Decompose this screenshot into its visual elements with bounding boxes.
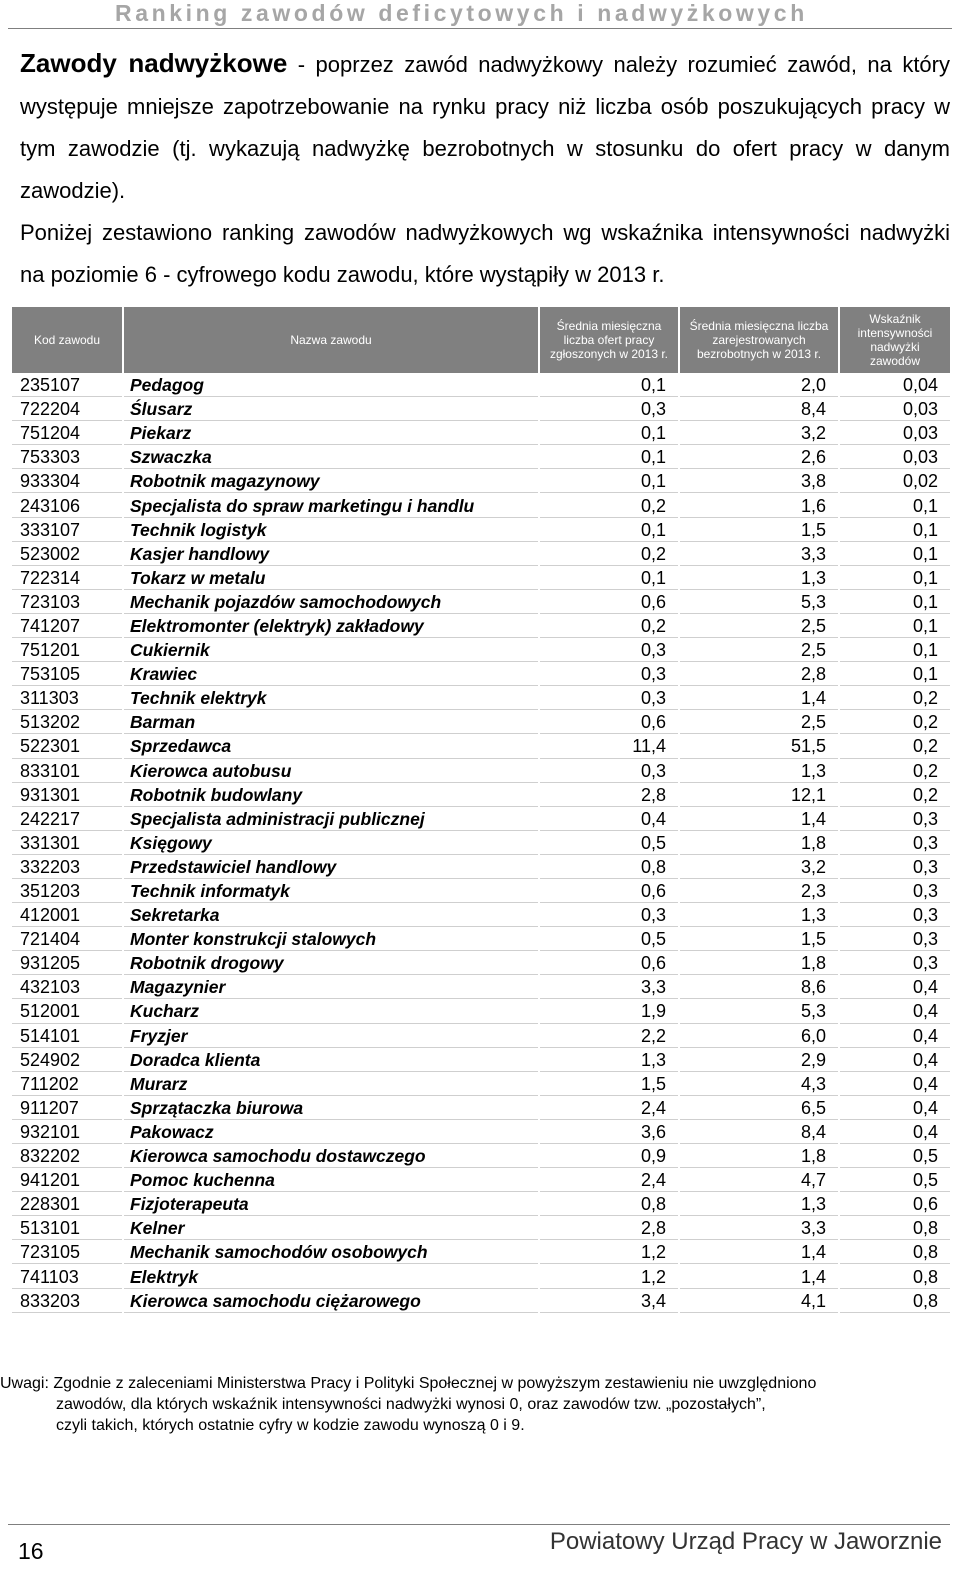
cell-index: 0,4	[840, 1074, 950, 1096]
cell-unemployed: 3,2	[680, 857, 838, 879]
cell-offers: 0,6	[540, 953, 678, 975]
cell-offers: 0,8	[540, 857, 678, 879]
cell-code: 243106	[12, 495, 122, 517]
table-row	[12, 857, 950, 879]
cell-unemployed: 2,9	[680, 1050, 838, 1072]
cell-name: Mechanik pojazdów samochodowych	[124, 592, 538, 614]
cell-offers: 0,3	[540, 640, 678, 662]
cell-name: Pomoc kuchenna	[124, 1170, 538, 1192]
cell-unemployed: 1,8	[680, 1146, 838, 1168]
cell-name: Kierowca samochodu dostawczego	[124, 1146, 538, 1168]
cell-index: 0,1	[840, 568, 950, 590]
cell-code: 522301	[12, 736, 122, 758]
cell-code: 333107	[12, 520, 122, 542]
cell-name: Magazynier	[124, 977, 538, 999]
cell-code: 523002	[12, 544, 122, 566]
cell-unemployed: 1,8	[680, 833, 838, 855]
cell-unemployed: 1,5	[680, 520, 838, 542]
cell-name: Ślusarz	[124, 399, 538, 421]
cell-code: 514101	[12, 1026, 122, 1048]
cell-index: 0,2	[840, 736, 950, 758]
cell-code: 741103	[12, 1266, 122, 1288]
cell-unemployed: 8,6	[680, 977, 838, 999]
cell-code: 833101	[12, 761, 122, 783]
cell-index: 0,4	[840, 977, 950, 999]
cell-offers: 0,2	[540, 616, 678, 638]
cell-unemployed: 1,6	[680, 495, 838, 517]
cell-unemployed: 6,0	[680, 1026, 838, 1048]
cell-index: 0,4	[840, 1122, 950, 1144]
cell-index: 0,5	[840, 1170, 950, 1192]
cell-offers: 0,8	[540, 1194, 678, 1216]
cell-index: 0,1	[840, 640, 950, 662]
cell-unemployed: 1,3	[680, 905, 838, 927]
cell-name: Elektromonter (elektryk) zakładowy	[124, 616, 538, 638]
cell-index: 0,3	[840, 905, 950, 927]
table-row	[12, 1194, 950, 1216]
running-title: Ranking zawodów deficytowych i nadwyżkowych	[115, 0, 808, 26]
cell-unemployed: 1,4	[680, 688, 838, 710]
cell-index: 0,2	[840, 785, 950, 807]
table-row	[12, 953, 950, 975]
cell-offers: 0,5	[540, 833, 678, 855]
cell-offers: 0,1	[540, 447, 678, 469]
table-row	[12, 447, 950, 469]
table-row	[12, 1242, 950, 1264]
intro-lead-term: Zawody nadwyżkowe	[20, 48, 288, 78]
cell-code: 311303	[12, 688, 122, 710]
cell-name: Elektryk	[124, 1266, 538, 1288]
cell-index: 0,03	[840, 399, 950, 421]
cell-offers: 1,2	[540, 1266, 678, 1288]
intro-paragraph-1	[20, 42, 950, 212]
cell-code: 351203	[12, 881, 122, 903]
cell-name: Pedagog	[124, 375, 538, 397]
table-row	[12, 568, 950, 590]
cell-index: 0,8	[840, 1291, 950, 1313]
cell-code: 721404	[12, 929, 122, 951]
table-row	[12, 736, 950, 758]
cell-offers: 0,6	[540, 881, 678, 903]
cell-unemployed: 5,3	[680, 1001, 838, 1023]
note-line-3: czyli takich, których ostatnie cyfry w kodzie zawodu wynoszą 0 i 9.	[56, 1417, 525, 1434]
cell-index: 0,1	[840, 664, 950, 686]
cell-code: 513101	[12, 1218, 122, 1240]
cell-name: Kasjer handlowy	[124, 544, 538, 566]
table-row	[12, 1050, 950, 1072]
table-row	[12, 495, 950, 517]
cell-offers: 3,3	[540, 977, 678, 999]
cell-name: Cukiernik	[124, 640, 538, 662]
cell-index: 0,3	[840, 929, 950, 951]
table-row	[12, 423, 950, 445]
cell-offers: 1,9	[540, 1001, 678, 1023]
cell-unemployed: 2,0	[680, 375, 838, 397]
cell-code: 723105	[12, 1242, 122, 1264]
table-row	[12, 833, 950, 855]
cell-index: 0,8	[840, 1218, 950, 1240]
page-footer	[0, 1520, 960, 1577]
table-row	[12, 399, 950, 421]
cell-offers: 0,3	[540, 664, 678, 686]
cell-index: 0,3	[840, 833, 950, 855]
cell-code: 235107	[12, 375, 122, 397]
table-row	[12, 1266, 950, 1288]
cell-code: 931301	[12, 785, 122, 807]
table-row	[12, 1001, 950, 1023]
cell-name: Fizjoterapeuta	[124, 1194, 538, 1216]
cell-index: 0,3	[840, 953, 950, 975]
intro-text	[20, 42, 950, 296]
cell-name: Pakowacz	[124, 1122, 538, 1144]
cell-offers: 0,3	[540, 399, 678, 421]
cell-index: 0,1	[840, 592, 950, 614]
cell-offers: 0,6	[540, 592, 678, 614]
cell-offers: 0,3	[540, 688, 678, 710]
cell-offers: 11,4	[540, 736, 678, 758]
header-rule	[8, 28, 952, 29]
cell-offers: 0,9	[540, 1146, 678, 1168]
cell-name: Kelner	[124, 1218, 538, 1240]
table-row	[12, 688, 950, 710]
cell-index: 0,04	[840, 375, 950, 397]
cell-unemployed: 2,5	[680, 712, 838, 734]
cell-unemployed: 1,4	[680, 1266, 838, 1288]
cell-unemployed: 1,3	[680, 1194, 838, 1216]
cell-unemployed: 4,7	[680, 1170, 838, 1192]
table-row	[12, 712, 950, 734]
cell-name: Robotnik magazynowy	[124, 471, 538, 493]
table-row	[12, 1146, 950, 1168]
cell-offers: 0,1	[540, 568, 678, 590]
table-row	[12, 761, 950, 783]
table-row	[12, 375, 950, 397]
cell-name: Technik informatyk	[124, 881, 538, 903]
cell-offers: 0,1	[540, 375, 678, 397]
cell-unemployed: 5,3	[680, 592, 838, 614]
cell-name: Doradca klienta	[124, 1050, 538, 1072]
cell-name: Tokarz w metalu	[124, 568, 538, 590]
table-row	[12, 616, 950, 638]
cell-code: 932101	[12, 1122, 122, 1144]
cell-index: 0,4	[840, 1050, 950, 1072]
table-row	[12, 929, 950, 951]
cell-name: Barman	[124, 712, 538, 734]
cell-name: Robotnik budowlany	[124, 785, 538, 807]
header-unemployed: Średnia miesięczna liczba zarejestrowanych bezrobotnych w 2013 r.	[680, 307, 838, 373]
cell-code: 753105	[12, 664, 122, 686]
cell-code: 753303	[12, 447, 122, 469]
cell-code: 711202	[12, 1074, 122, 1096]
cell-code: 751201	[12, 640, 122, 662]
cell-name: Sprzątaczka biurowa	[124, 1098, 538, 1120]
cell-code: 512001	[12, 1001, 122, 1023]
cell-index: 0,4	[840, 1001, 950, 1023]
table-body	[12, 375, 950, 1313]
cell-code: 941201	[12, 1170, 122, 1192]
cell-index: 0,5	[840, 1146, 950, 1168]
table-row	[12, 664, 950, 686]
cell-index: 0,2	[840, 688, 950, 710]
cell-unemployed: 1,8	[680, 953, 838, 975]
cell-offers: 0,4	[540, 809, 678, 831]
cell-index: 0,3	[840, 857, 950, 879]
cell-index: 0,03	[840, 423, 950, 445]
intro-definition: - poprzez zawód nadwyżkowy należy rozumieć zawód, na który występuje mniejsze zapotrzebowanie na rynku pracy niż liczba osób poszukujących pracy w tym zawodzie (tj. wykazują nadwyżkę bezrobotnych w stosunku do ofert pracy w danym zawodzie).	[20, 52, 950, 203]
cell-offers: 0,3	[540, 761, 678, 783]
cell-index: 0,4	[840, 1026, 950, 1048]
cell-index: 0,3	[840, 881, 950, 903]
cell-index: 0,3	[840, 809, 950, 831]
cell-name: Fryzjer	[124, 1026, 538, 1048]
note-line-2: zawodów, dla których wskaźnik intensywności nadwyżki wynosi 0, oraz zawodów tzw. „pozostałych”,	[56, 1396, 766, 1413]
cell-name: Księgowy	[124, 833, 538, 855]
table-row	[12, 905, 950, 927]
cell-offers: 0,5	[540, 929, 678, 951]
cell-code: 332203	[12, 857, 122, 879]
cell-unemployed: 12,1	[680, 785, 838, 807]
table-row	[12, 640, 950, 662]
cell-unemployed: 8,4	[680, 1122, 838, 1144]
cell-unemployed: 4,1	[680, 1291, 838, 1313]
cell-unemployed: 1,4	[680, 1242, 838, 1264]
cell-code: 931205	[12, 953, 122, 975]
cell-name: Monter konstrukcji stalowych	[124, 929, 538, 951]
cell-offers: 2,4	[540, 1098, 678, 1120]
cell-code: 911207	[12, 1098, 122, 1120]
cell-index: 0,6	[840, 1194, 950, 1216]
cell-name: Piekarz	[124, 423, 538, 445]
cell-code: 524902	[12, 1050, 122, 1072]
cell-unemployed: 2,5	[680, 640, 838, 662]
table-row	[12, 592, 950, 614]
header-code: Kod zawodu	[12, 307, 122, 373]
cell-offers: 3,4	[540, 1291, 678, 1313]
cell-index: 0,1	[840, 495, 950, 517]
table-row	[12, 1098, 950, 1120]
cell-name: Specjalista do spraw marketingu i handlu	[124, 495, 538, 517]
cell-code: 412001	[12, 905, 122, 927]
cell-index: 0,4	[840, 1098, 950, 1120]
cell-name: Murarz	[124, 1074, 538, 1096]
table-row	[12, 520, 950, 542]
cell-index: 0,02	[840, 471, 950, 493]
cell-unemployed: 1,3	[680, 568, 838, 590]
cell-unemployed: 2,5	[680, 616, 838, 638]
cell-name: Kierowca samochodu ciężarowego	[124, 1291, 538, 1313]
cell-offers: 0,1	[540, 520, 678, 542]
intro-paragraph-2: Poniżej zestawiono ranking zawodów nadwyżkowych wg wskaźnika intensywności nadwyżki na poziomie 6 - cyfrowego kodu zawodu, które wystąpiły w 2013 r.	[20, 220, 950, 287]
table-row	[12, 544, 950, 566]
cell-unemployed: 8,4	[680, 399, 838, 421]
cell-name: Technik elektryk	[124, 688, 538, 710]
cell-unemployed: 3,2	[680, 423, 838, 445]
cell-code: 722314	[12, 568, 122, 590]
cell-name: Technik logistyk	[124, 520, 538, 542]
footer-rule	[8, 1524, 950, 1525]
cell-offers: 1,5	[540, 1074, 678, 1096]
table-row	[12, 1074, 950, 1096]
cell-name: Specjalista administracji publicznej	[124, 809, 538, 831]
cell-offers: 0,3	[540, 905, 678, 927]
office-name: Powiatowy Urząd Pracy w Jaworznie	[549, 1528, 942, 1555]
cell-unemployed: 6,5	[680, 1098, 838, 1120]
cell-unemployed: 1,4	[680, 809, 838, 831]
cell-name: Sprzedawca	[124, 736, 538, 758]
cell-unemployed: 3,8	[680, 471, 838, 493]
note-line-1: Uwagi: Zgodnie z zaleceniami Ministerstwa Pracy i Polityki Społecznej w powyższym zestawieniu nie uwzględniono	[0, 1375, 817, 1392]
cell-offers: 3,6	[540, 1122, 678, 1144]
cell-unemployed: 2,3	[680, 881, 838, 903]
cell-code: 833203	[12, 1291, 122, 1313]
cell-name: Krawiec	[124, 664, 538, 686]
cell-code: 331301	[12, 833, 122, 855]
cell-unemployed: 2,8	[680, 664, 838, 686]
table-row	[12, 1122, 950, 1144]
table-row	[12, 785, 950, 807]
table-header-row	[12, 307, 950, 373]
cell-name: Kierowca autobusu	[124, 761, 538, 783]
cell-offers: 0,2	[540, 544, 678, 566]
ranking-table	[10, 305, 952, 1315]
cell-index: 0,1	[840, 544, 950, 566]
note	[0, 1373, 950, 1436]
cell-index: 0,1	[840, 520, 950, 542]
table-row	[12, 809, 950, 831]
cell-unemployed: 3,3	[680, 544, 838, 566]
cell-unemployed: 51,5	[680, 736, 838, 758]
cell-index: 0,03	[840, 447, 950, 469]
table-row	[12, 1026, 950, 1048]
cell-offers: 0,1	[540, 471, 678, 493]
cell-code: 741207	[12, 616, 122, 638]
table-row	[12, 471, 950, 493]
cell-code: 228301	[12, 1194, 122, 1216]
cell-unemployed: 4,3	[680, 1074, 838, 1096]
table-row	[12, 977, 950, 999]
cell-code: 933304	[12, 471, 122, 493]
table-row	[12, 1291, 950, 1313]
cell-code: 832202	[12, 1146, 122, 1168]
cell-offers: 1,2	[540, 1242, 678, 1264]
cell-offers: 2,4	[540, 1170, 678, 1192]
table-row	[12, 1218, 950, 1240]
cell-offers: 0,6	[540, 712, 678, 734]
cell-code: 513202	[12, 712, 122, 734]
cell-code: 242217	[12, 809, 122, 831]
cell-offers: 0,2	[540, 495, 678, 517]
cell-offers: 0,1	[540, 423, 678, 445]
cell-index: 0,2	[840, 761, 950, 783]
cell-offers: 1,3	[540, 1050, 678, 1072]
cell-unemployed: 2,6	[680, 447, 838, 469]
header-name: Nazwa zawodu	[124, 307, 538, 373]
cell-name: Kucharz	[124, 1001, 538, 1023]
cell-unemployed: 1,3	[680, 761, 838, 783]
page-number: 16	[18, 1538, 44, 1564]
cell-name: Szwaczka	[124, 447, 538, 469]
cell-name: Sekretarka	[124, 905, 538, 927]
cell-offers: 2,8	[540, 1218, 678, 1240]
header-index: Wskaźnik intensywności nadwyżki zawodów	[840, 307, 950, 373]
cell-unemployed: 3,3	[680, 1218, 838, 1240]
cell-unemployed: 1,5	[680, 929, 838, 951]
cell-name: Mechanik samochodów osobowych	[124, 1242, 538, 1264]
cell-index: 0,2	[840, 712, 950, 734]
page-header	[0, 0, 960, 30]
cell-code: 432103	[12, 977, 122, 999]
header-offers: Średnia miesięczna liczba ofert pracy zgłoszonych w 2013 r.	[540, 307, 678, 373]
cell-index: 0,8	[840, 1266, 950, 1288]
cell-name: Robotnik drogowy	[124, 953, 538, 975]
cell-code: 723103	[12, 592, 122, 614]
cell-code: 751204	[12, 423, 122, 445]
cell-name: Przedstawiciel handlowy	[124, 857, 538, 879]
cell-offers: 2,8	[540, 785, 678, 807]
table-row	[12, 1170, 950, 1192]
cell-index: 0,8	[840, 1242, 950, 1264]
cell-index: 0,1	[840, 616, 950, 638]
table-row	[12, 881, 950, 903]
cell-code: 722204	[12, 399, 122, 421]
cell-offers: 2,2	[540, 1026, 678, 1048]
